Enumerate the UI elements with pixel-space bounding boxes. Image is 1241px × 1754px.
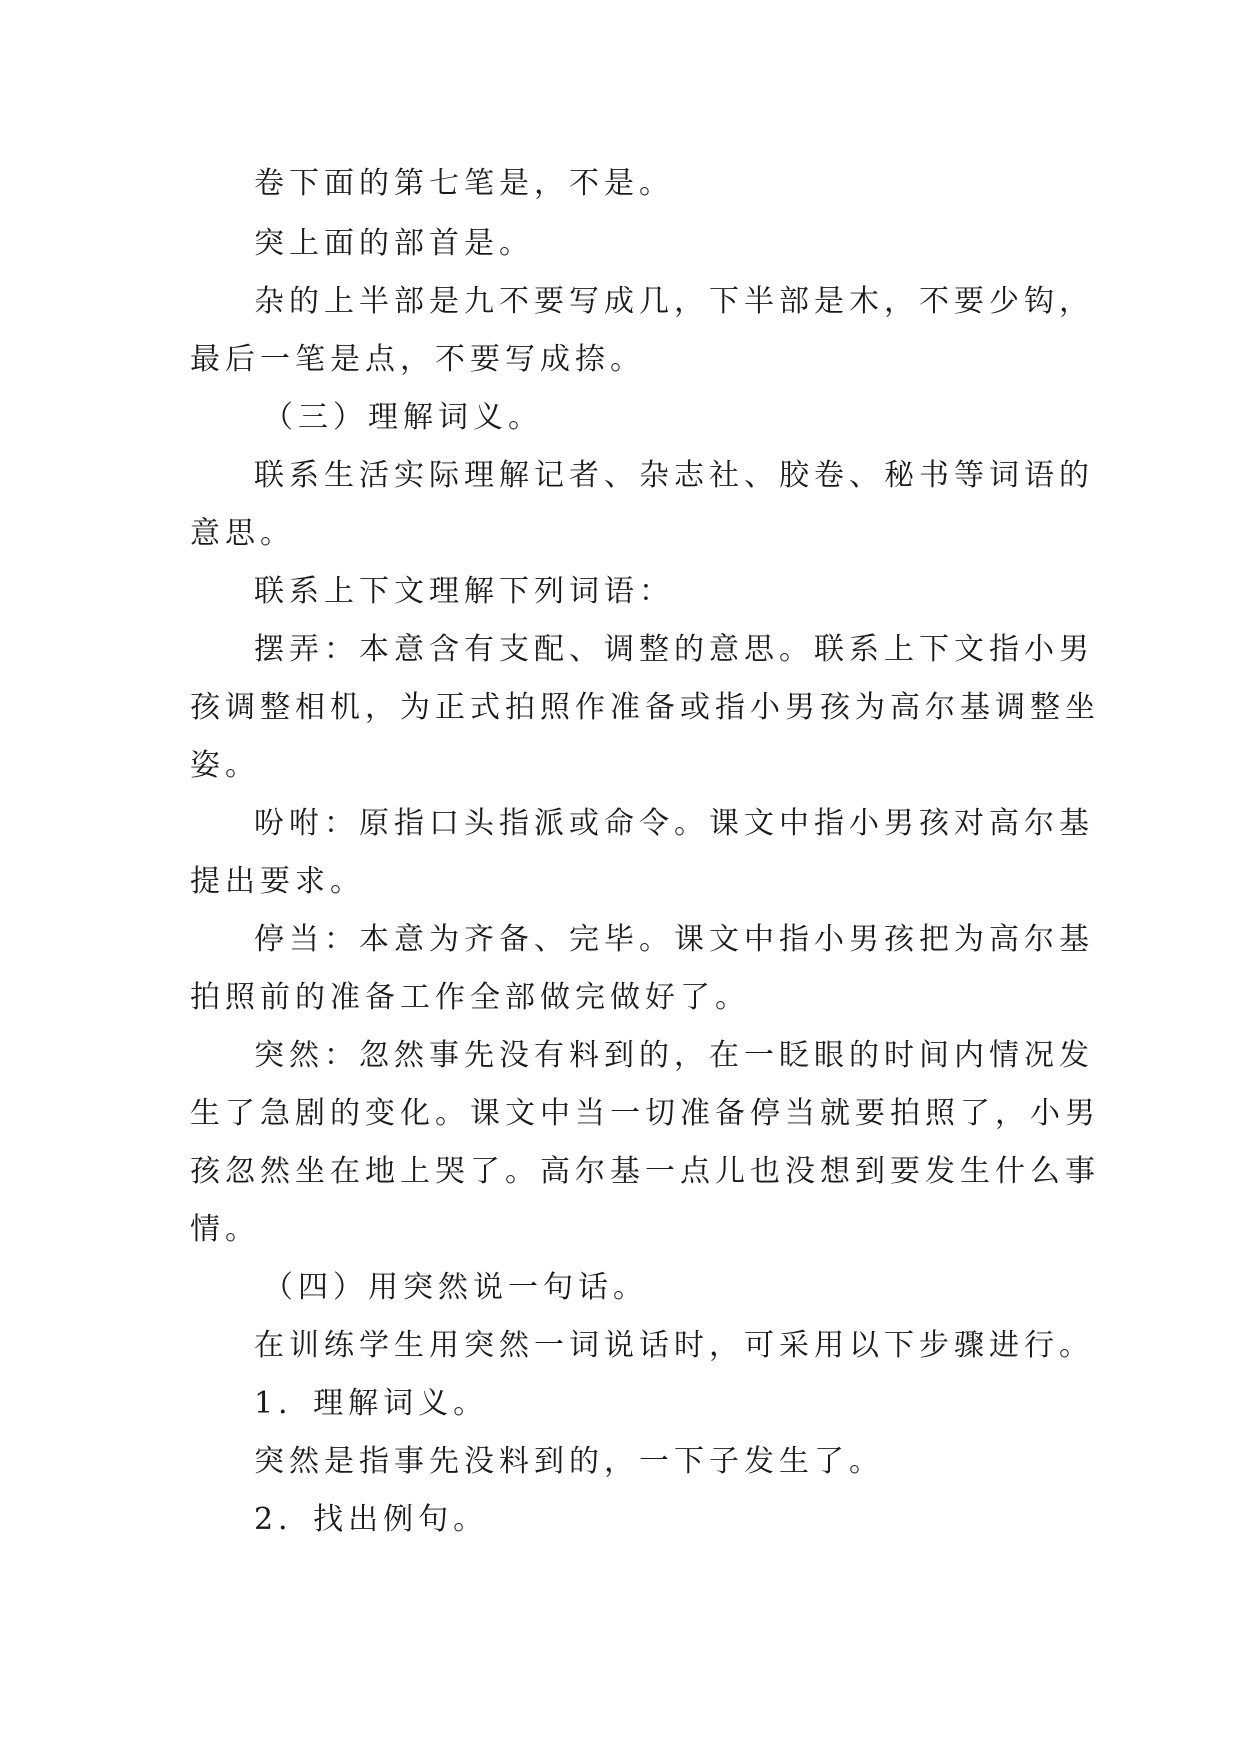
paragraph-line: 突然是指事先没料到的，一下子发生了。: [254, 1444, 884, 1479]
section-heading: （三）理解词义。: [263, 400, 543, 435]
paragraph-line: 在训练学生用突然一词说话时，可采用以下步骤进行。: [254, 1328, 1094, 1363]
paragraph-line: 突上面的部首是。: [254, 226, 534, 261]
paragraph-line: 孩忽然坐在地上哭了。高尔基一点儿也没想到要发生什么事: [190, 1154, 1100, 1189]
paragraph-line: 生了急剧的变化。课文中当一切准备停当就要拍照了，小男: [190, 1096, 1100, 1131]
paragraph-line: 意思。: [190, 516, 295, 551]
paragraph-line: 停当：本意为齐备、完毕。课文中指小男孩把为高尔基: [254, 922, 1094, 957]
numbered-item: 2．找出例句。: [254, 1502, 489, 1537]
numbered-item: 1．理解词义。: [254, 1386, 489, 1421]
paragraph-line: 姿。: [190, 748, 260, 783]
section-heading: （四）用突然说一句话。: [263, 1270, 648, 1305]
paragraph-line: 联系上下文理解下列词语：: [254, 574, 674, 609]
paragraph-line: 突然：忽然事先没有料到的，在一眨眼的时间内情况发: [254, 1038, 1094, 1073]
paragraph-line: 吩咐：原指口头指派或命令。课文中指小男孩对高尔基: [254, 806, 1094, 841]
paragraph-line: 联系生活实际理解记者、杂志社、胶卷、秘书等词语的: [254, 458, 1094, 493]
paragraph-line: 杂的上半部是九不要写成几，下半部是木，不要少钩，: [254, 284, 1094, 319]
paragraph-line: 摆弄：本意含有支配、调整的意思。联系上下文指小男: [254, 632, 1094, 667]
paragraph-line: 情。: [190, 1212, 260, 1247]
paragraph-line: 拍照前的准备工作全部做完做好了。: [190, 980, 750, 1015]
paragraph-line: 最后一笔是点，不要写成捺。: [190, 342, 645, 377]
paragraph-line: 提出要求。: [190, 864, 365, 899]
paragraph-line: 孩调整相机，为正式拍照作准备或指小男孩为高尔基调整坐: [190, 690, 1100, 725]
paragraph-line: 卷下面的第七笔是，不是。: [254, 166, 674, 201]
